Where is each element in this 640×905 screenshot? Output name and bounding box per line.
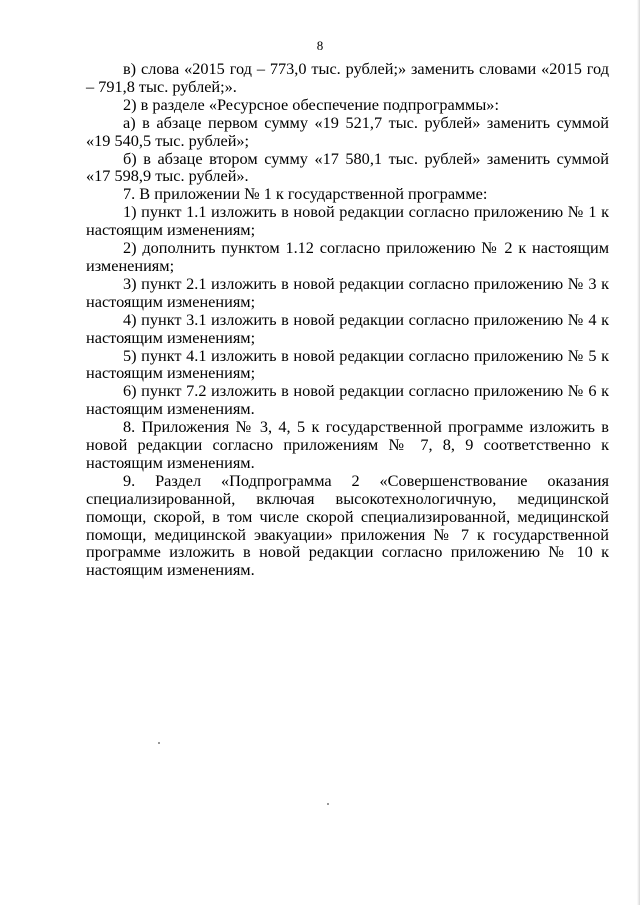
paragraph-item-3-1: 4) пункт 3.1 изложить в новой редакции согласно приложению № 4 к настоящим изменениям; (86, 309, 609, 347)
paragraph-appendices-3-4-5: 8. Приложения № 3, 4, 5 к государственной программе изложить в новой редакции согласно приложениям № 7, 8, 9 соответственно к настоящим изменениям. (86, 417, 609, 472)
paragraph-resource-section: 2) в разделе «Ресурсное обеспечение подпрограммы»: (123, 94, 499, 114)
paragraph-first-abzac-sum: а) в абзаце первом сумму «19 521,7 тыс. рублей» заменить суммой «19 540,5 тыс. рублей»; (86, 112, 609, 150)
paragraph-item-1-12: 2) дополнить пунктом 1.12 согласно приложению № 2 к настоящим изменениям; (86, 238, 609, 275)
paragraph-item-1-1: 1) пункт 1.1 изложить в новой редакции согласно приложению № 1 к настоящим изменениям; (86, 202, 609, 240)
paragraph-item-2-1: 3) пункт 2.1 изложить в новой редакции согласно приложению № 3 к настоящим изменениям; (86, 273, 609, 311)
paragraph-replace-2015-words: в) слова «2015 год – 773,0 тыс. рублей;» заменить словами «2015 год – 791,8 тыс. рублей;». (86, 59, 609, 96)
document-body (86, 60, 609, 579)
paragraph-subprogram-2: 9. Раздел «Подпрограмма 2 «Совершенствование оказания специализированной, включая высокотехнологичную, медицинской помощи, скорой, в том числе скорой специализированной, медицинской помощи, медицинской эвакуации» приложения № 7 к государственной программе изложить в новой редакции согласно приложению № 10 к настоящим изменениям. (86, 470, 609, 580)
paragraph-item-4-1: 5) пункт 4.1 изложить в новой редакции согласно приложению № 5 к настоящим изменениям; (86, 345, 609, 383)
paragraph-item-7-2: 6) пункт 7.2 изложить в новой редакции согласно приложению № 6 к настоящим изменениям. (86, 381, 609, 419)
paragraph-appendix-1-heading: 7. В приложении № 1 к государственной программе: (123, 184, 488, 204)
page-number: 8 (316, 38, 324, 53)
paragraph-second-abzac-sum: б) в абзаце втором сумму «17 580,1 тыс. рублей» заменить суммой «17 598,9 тыс. рублей». (86, 148, 609, 186)
